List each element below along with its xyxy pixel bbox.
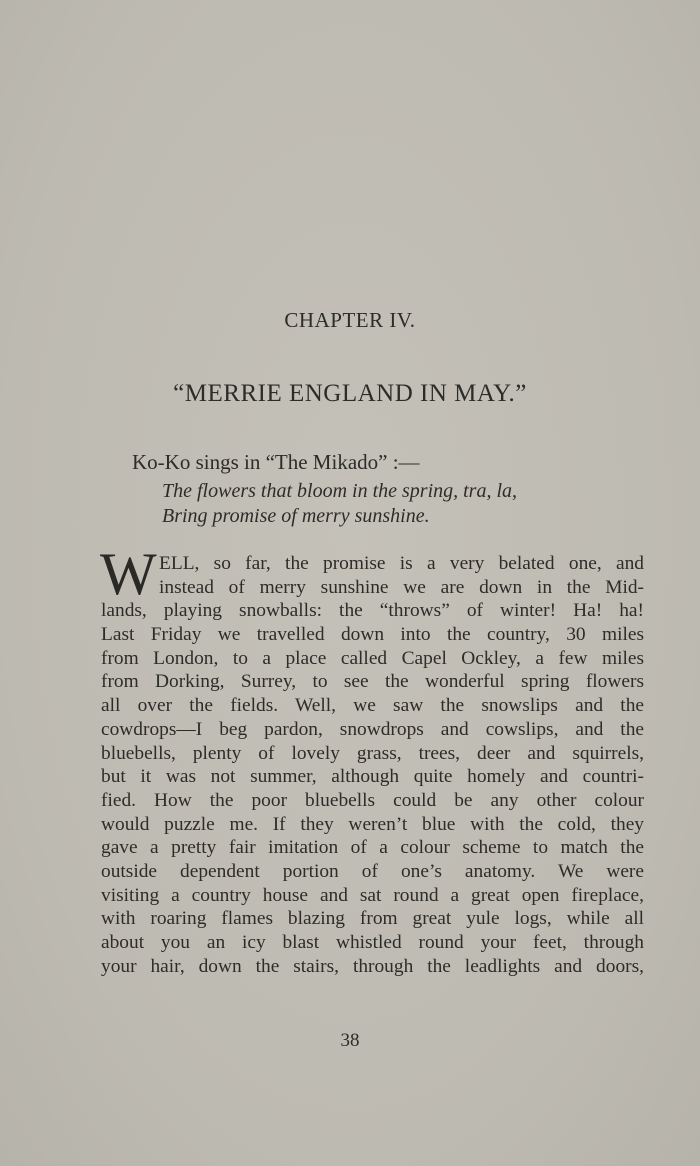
drop-cap: W <box>100 541 157 607</box>
paragraph-line: instead of merry sunshine we are down in the Mid- <box>159 576 644 598</box>
verse-line: Bring promise of merry sunshine. <box>162 505 430 527</box>
page-number: 38 <box>340 1030 360 1051</box>
chapter-number: CHAPTER IV. <box>284 308 416 332</box>
paragraph-line: your hair, down the stairs, through the leadlights and doors, <box>101 955 644 977</box>
chapter-title: “MERRIE ENGLAND IN MAY.” <box>173 380 527 407</box>
paragraph-line: cowdrops—I beg pardon, snowdrops and cowslips, and the <box>101 718 644 740</box>
paragraph-line: from London, to a place called Capel Ockley, a few miles <box>101 647 644 669</box>
paragraph-line: fied. How the poor bluebells could be any other colour <box>101 789 644 811</box>
paragraph-line: all over the fields. Well, we saw the snowslips and the <box>101 695 644 717</box>
epigraph-verse <box>162 479 517 529</box>
paragraph-line: with roaring flames blazing from great yule logs, while all <box>101 908 644 930</box>
epigraph-intro: Ko-Ko sings in “The Mikado” :— <box>132 450 420 474</box>
paragraph-line: but it was not summer, although quite homely and countri- <box>101 766 644 788</box>
body-paragraph <box>101 552 644 978</box>
paragraph-line: outside dependent portion of one’s anatomy. We were <box>101 860 644 882</box>
paragraph-line: from Dorking, Surrey, to see the wonderful spring flowers <box>101 671 644 693</box>
paragraph-line: would puzzle me. If they weren’t blue with the cold, they <box>101 813 644 835</box>
paragraph-line: gave a pretty fair imitation of a colour scheme to match the <box>101 837 644 859</box>
verse-line: The flowers that bloom in the spring, tra, la, <box>162 480 518 502</box>
paragraph-line: Last Friday we travelled down into the country, 30 miles <box>101 624 644 646</box>
paragraph-line: about you an icy blast whistled round your feet, through <box>101 932 644 953</box>
paragraph-line: lands, playing snowballs: the “throws” of winter! Ha! ha! <box>101 600 644 622</box>
paragraph-line: bluebells, plenty of lovely grass, trees, deer and squirrels, <box>101 742 644 764</box>
paragraph-line: visiting a country house and sat round a great open fireplace, <box>101 884 644 906</box>
paragraph-line: ELL, so far, the promise is a very belated one, and <box>159 553 644 574</box>
